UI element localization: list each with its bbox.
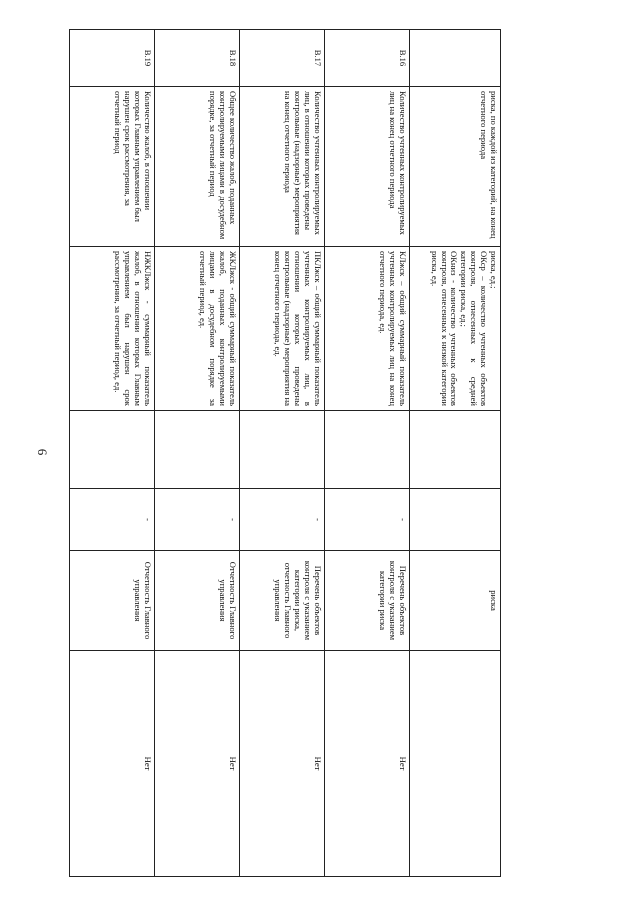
cell-code [410, 30, 501, 87]
cell-dash [410, 489, 501, 551]
page-number: 6 [35, 448, 50, 456]
cell-source: Отчетность Главного управления [155, 551, 240, 651]
cell-formula-description: ПКЛжск – общий суммарный показатель учтенных контролируемых лиц, в отношении которых проведены контрольные (надзорные) мероприятия на конец отчетного периода, ед. [240, 247, 325, 411]
cell-value: Нет [325, 651, 410, 877]
cell-blank [325, 411, 410, 489]
indicator-table-rotated [78, 29, 501, 876]
cell-indicator-name: Количество учтенных контролируемых лиц на конец отчетного периода [325, 87, 410, 247]
cell-blank [240, 411, 325, 489]
cell-formula-description: риска, ед.; ОКср – количество учтенных объектов контроля, отнесенных к средней категории риска, ед.; ОКниз - количество учтенных объектов контроля, отнесенных к низкой категории риска, ед. [410, 247, 501, 411]
cell-formula-description: ЖКЛжск - общий суммарный показатель жалоб, поданных контролируемыми лицами в досудебном порядке за отчетный период, ед. [155, 247, 240, 411]
cell-dash: - [70, 489, 155, 551]
cell-indicator-name: Количество учтенных контролируемых лиц, в отношении которых проведены контрольные (надзорные) мероприятия на конец отчетного периода [240, 87, 325, 247]
table-row [240, 30, 325, 877]
cell-code: В.18 [155, 30, 240, 87]
cell-source: Перечень объектов контроля с указанием категории риска, отчетность Главного управления [240, 551, 325, 651]
cell-blank [410, 411, 501, 489]
cell-value [410, 651, 501, 877]
cell-blank [70, 411, 155, 489]
cell-blank [155, 411, 240, 489]
cell-dash: - [325, 489, 410, 551]
table-row [410, 30, 501, 877]
cell-code: В.19 [70, 30, 155, 87]
indicator-table-wrapper [78, 29, 501, 876]
cell-dash: - [155, 489, 240, 551]
cell-value: Нет [70, 651, 155, 877]
cell-source: риска [410, 551, 501, 651]
cell-dash: - [240, 489, 325, 551]
cell-indicator-name: риска, по каждой из категорий, на конец отчетного периода [410, 87, 501, 247]
table-row [70, 30, 155, 877]
table-row [155, 30, 240, 877]
cell-source: Перечень объектов контроля с указанием категории риска [325, 551, 410, 651]
cell-indicator-name: Общее количество жалоб, поданных контролируемыми лицами в досудебном порядке, за отчетный период [155, 87, 240, 247]
cell-code: В.17 [240, 30, 325, 87]
cell-value: Нет [240, 651, 325, 877]
cell-formula-description: НЖКЛжск - суммарный показатель жалоб, в отношении которых Главным управлением был нарушен срок рассмотрения, за отчетный период, ед. [70, 247, 155, 411]
cell-value: Нет [155, 651, 240, 877]
cell-code: В.16 [325, 30, 410, 87]
cell-indicator-name: Количество жалоб, в отношении которых Главным управлением был нарушен срок рассмотрения, за отчетный период [70, 87, 155, 247]
cell-source: Отчетность Главного управления [70, 551, 155, 651]
table-row [325, 30, 410, 877]
cell-formula-description: КЛжск – общий суммарный показатель учтенных контролируемых лиц на конец отчетного периода, ед. [325, 247, 410, 411]
indicator-table [69, 29, 501, 877]
